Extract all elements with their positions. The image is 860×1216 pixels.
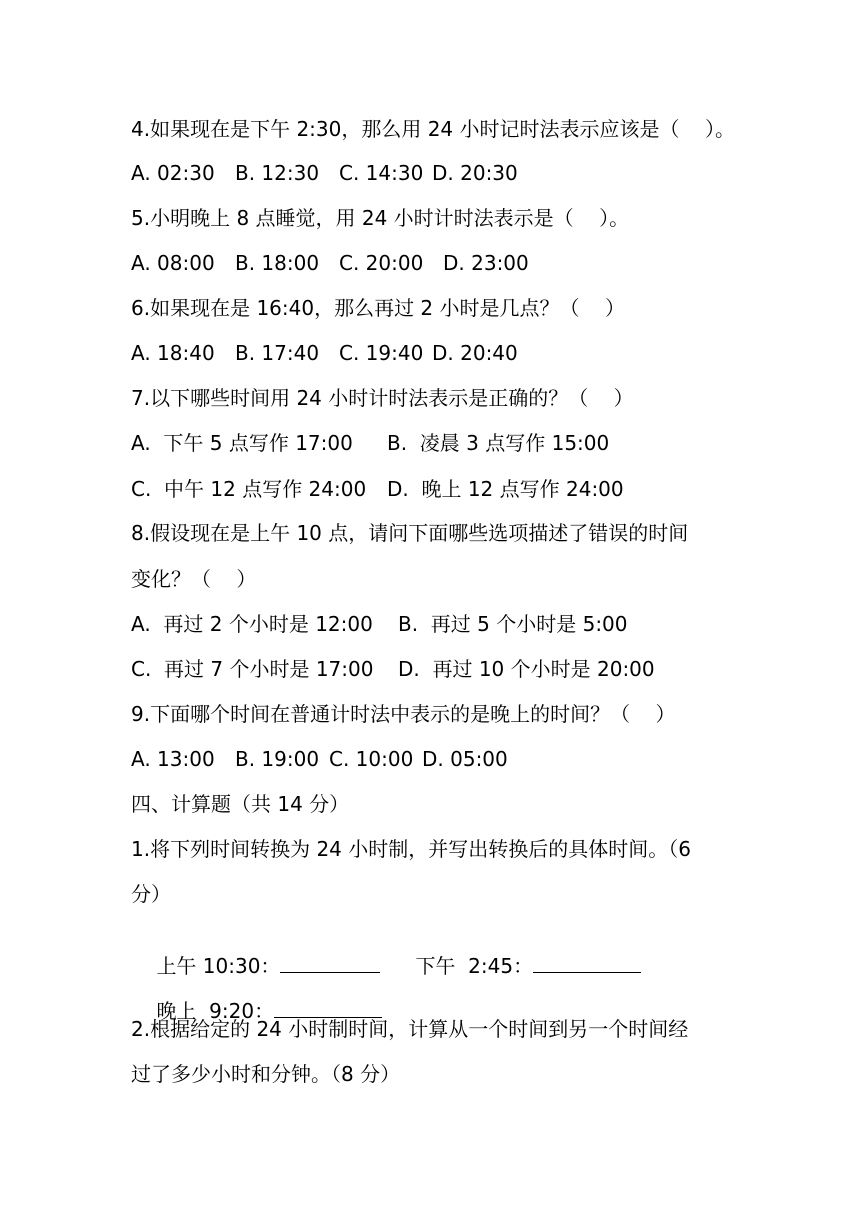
option-b: B. 再过 5 个小时是 5:00 [398, 612, 628, 636]
option-c: C. 20:00 [339, 251, 424, 275]
problem-1-line2: 分） [131, 882, 171, 906]
question-9-stem: 9.下面哪个时间在普通计时法中表示的是晚上的时间？（ ） [131, 702, 676, 726]
question-8-stem-line1: 8.假设现在是上午 10 点，请问下面哪些选项描述了错误的时间 [131, 521, 689, 545]
answer-blank-2[interactable] [533, 952, 641, 973]
option-b: B. 19:00 [235, 747, 320, 771]
blank-1-label: 上午 10:30： [156, 954, 281, 978]
section-heading: 四、计算题（共 14 分） [131, 792, 350, 816]
option-c: C. 中午 12 点写作 24:00 [131, 477, 367, 501]
question-7-stem: 7.以下哪些时间用 24 小时计时法表示是正确的？（ ） [131, 386, 634, 410]
option-d: D. 20:30 [432, 161, 518, 185]
option-a: A. 18:40 [131, 341, 215, 365]
option-d: D. 20:40 [432, 341, 518, 365]
option-a: A. 再过 2 个小时是 12:00 [131, 612, 373, 636]
option-a: A. 08:00 [131, 251, 215, 275]
question-4-stem: 4.如果现在是下午 2:30，那么用 24 小时记时法表示应该是（ ）。 [131, 117, 735, 141]
blank-3-label: 晚上 9:20： [156, 999, 275, 1023]
option-b: B. 凌晨 3 点写作 15:00 [387, 431, 610, 455]
option-d: D. 23:00 [443, 251, 529, 275]
conversion-row-1b [390, 926, 641, 1005]
question-6-stem: 6.如果现在是 16:40，那么再过 2 小时是几点？（ ） [131, 296, 625, 320]
option-b: B. 17:40 [235, 341, 320, 365]
option-b: B. 12:30 [235, 161, 320, 185]
option-c: C. 14:30 [339, 161, 424, 185]
option-a: A. 13:00 [131, 747, 215, 771]
option-d: D. 05:00 [422, 747, 508, 771]
question-8-stem-line2: 变化？（ ） [131, 567, 257, 591]
option-a: A. 02:30 [131, 161, 215, 185]
blank-2-label: 下午 2:45： [415, 954, 534, 978]
question-5-stem: 5.小明晚上 8 点睡觉，用 24 小时计时法表示是（ ）。 [131, 206, 630, 230]
option-b: B. 18:00 [235, 251, 320, 275]
problem-2-line2: 过了多少小时和分钟。（8 分） [131, 1062, 401, 1086]
option-d: D. 晚上 12 点写作 24:00 [387, 477, 624, 501]
answer-blank-1[interactable] [280, 952, 380, 973]
option-d: D. 再过 10 个小时是 20:00 [398, 657, 655, 681]
problem-2-line1: 2.根据给定的 24 小时制时间，计算从一个时间到另一个时间经 [131, 1017, 689, 1041]
problem-1-line1: 1.将下列时间转换为 24 小时制，并写出转换后的具体时间。（6 [131, 837, 691, 861]
answer-blank-3[interactable] [274, 997, 382, 1018]
option-c: C. 再过 7 个小时是 17:00 [131, 657, 374, 681]
option-c: C. 10:00 [329, 747, 414, 771]
option-c: C. 19:40 [339, 341, 424, 365]
option-a: A. 下午 5 点写作 17:00 [131, 431, 353, 455]
